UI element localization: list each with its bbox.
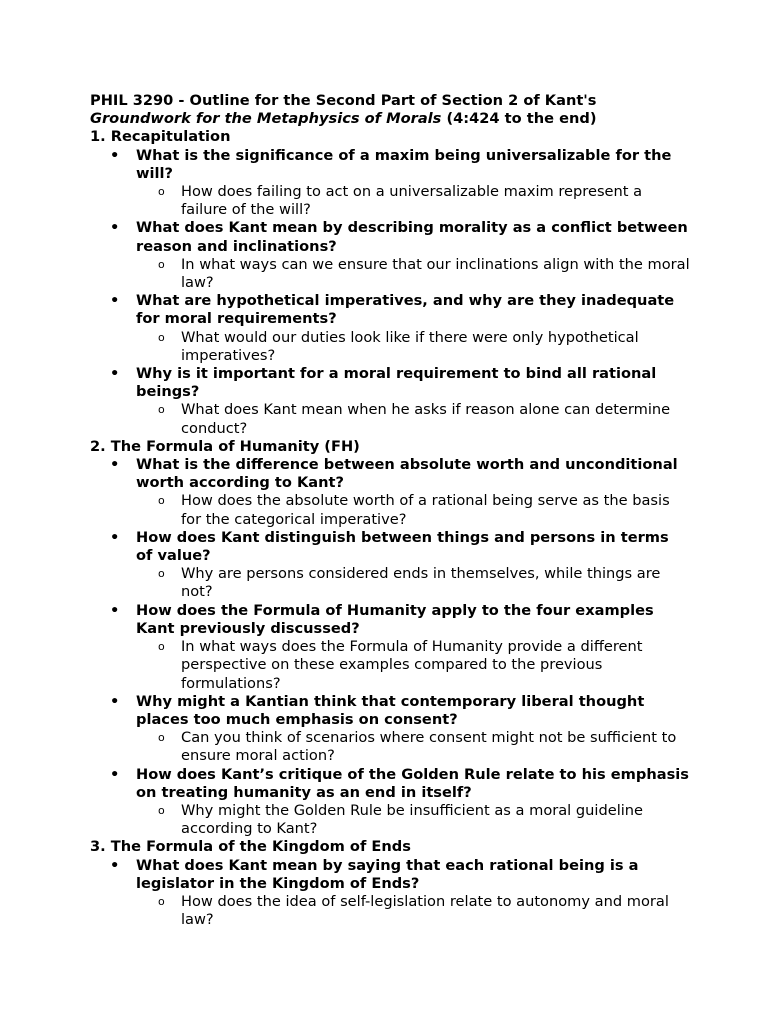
sub-question-text: What would our duties look like if there were only hypothetical imperatives? xyxy=(181,328,639,364)
document-subtitle xyxy=(90,110,690,128)
circle-bullet-icon: o xyxy=(158,640,165,654)
question-item xyxy=(90,693,690,729)
sub-question-text: Can you think of scenarios where consent might not be sufficient to ensure moral action? xyxy=(181,729,677,765)
question-item xyxy=(90,365,690,401)
question-text: How does Kant’s critique of the Golden Rule relate to his emphasis on treating humanity as an end in itself? xyxy=(136,765,689,801)
circle-bullet-icon: o xyxy=(158,403,165,417)
sub-question-item xyxy=(90,401,690,437)
sub-question-text: How does the idea of self-legislation relate to autonomy and moral law? xyxy=(181,892,669,929)
question-item xyxy=(90,857,690,893)
bullet-icon: • xyxy=(110,292,120,310)
sub-question-text: How does the absolute worth of a rational being serve as the basis for the categorical imperative? xyxy=(181,492,670,528)
sub-question-text: Why might the Golden Rule be insufficient as a moral guideline according to Kant? xyxy=(181,801,644,838)
book-title: Groundwork for the Metaphysics of Morals xyxy=(90,110,442,128)
page-range: (4:424 to the end) xyxy=(446,110,597,128)
document-page xyxy=(90,92,690,929)
question-text: What are hypothetical imperatives, and why are they inadequate for moral requirements? xyxy=(136,292,675,328)
outline xyxy=(90,128,690,929)
bullet-icon: • xyxy=(110,692,120,710)
circle-bullet-icon: o xyxy=(158,185,165,199)
sub-question-text: What does Kant mean when he asks if reason alone can determine conduct? xyxy=(181,401,671,437)
question-text: What does Kant mean by describing morality as a conflict between reason and inclinations? xyxy=(136,219,688,255)
circle-bullet-icon: o xyxy=(158,257,165,271)
sub-question-item xyxy=(90,729,690,765)
section-heading: 2. The Formula of Humanity (FH) xyxy=(90,437,360,455)
circle-bullet-icon: o xyxy=(158,803,165,817)
bullet-icon: • xyxy=(110,146,120,164)
sub-question-text: In what ways does the Formula of Humanity provide a different perspective on these examples compared to the previous formulations? xyxy=(181,638,643,692)
sub-question-text: Why are persons considered ends in themselves, while things are not? xyxy=(181,565,661,601)
bullet-icon: • xyxy=(110,456,120,474)
circle-bullet-icon: o xyxy=(158,330,165,344)
sub-question-item xyxy=(90,638,690,693)
question-item xyxy=(90,292,690,328)
question-item xyxy=(90,529,690,565)
circle-bullet-icon: o xyxy=(158,567,165,581)
question-item xyxy=(90,456,690,492)
sub-question-item xyxy=(90,256,690,292)
sub-question-item xyxy=(90,329,690,365)
document-title: PHIL 3290 - Outline for the Second Part of Section 2 of Kant's xyxy=(90,92,597,109)
question-item xyxy=(90,219,690,255)
bullet-icon: • xyxy=(110,765,120,783)
bullet-icon: • xyxy=(110,528,120,546)
question-text: What is the difference between absolute worth and unconditional worth according to Kant? xyxy=(136,456,678,492)
sub-question-item xyxy=(90,802,690,838)
circle-bullet-icon: o xyxy=(158,731,165,745)
question-text: What does Kant mean by saying that each rational being is a legislator in the Kingdom of Ends? xyxy=(136,856,639,892)
bullet-icon: • xyxy=(110,856,120,874)
question-text: How does the Formula of Humanity apply to the four examples Kant previously discussed? xyxy=(136,601,654,637)
bullet-icon: • xyxy=(110,365,120,383)
sub-question-item xyxy=(90,183,690,219)
sub-question-item xyxy=(90,565,690,601)
question-text: Why might a Kantian think that contemporary liberal thought places too much emphasis on consent? xyxy=(136,692,645,728)
sub-question-text: In what ways can we ensure that our inclinations align with the moral law? xyxy=(181,255,690,292)
question-text: What is the significance of a maxim being universalizable for the will? xyxy=(136,146,672,182)
question-text: How does Kant distinguish between things and persons in terms of value? xyxy=(136,528,669,565)
section-heading: 3. The Formula of the Kingdom of Ends xyxy=(90,838,411,856)
question-text: Why is it important for a moral requirement to bind all rational beings? xyxy=(136,365,657,401)
circle-bullet-icon: o xyxy=(158,894,165,908)
question-item xyxy=(90,602,690,638)
question-item xyxy=(90,147,690,183)
bullet-icon: • xyxy=(110,219,120,237)
circle-bullet-icon: o xyxy=(158,494,165,508)
sub-question-text: How does failing to act on a universalizable maxim represent a failure of the will? xyxy=(181,183,643,219)
sub-question-item xyxy=(90,492,690,528)
section-heading: 1. Recapitulation xyxy=(90,128,231,146)
question-item xyxy=(90,766,690,802)
bullet-icon: • xyxy=(110,601,120,619)
sub-question-item xyxy=(90,893,690,929)
